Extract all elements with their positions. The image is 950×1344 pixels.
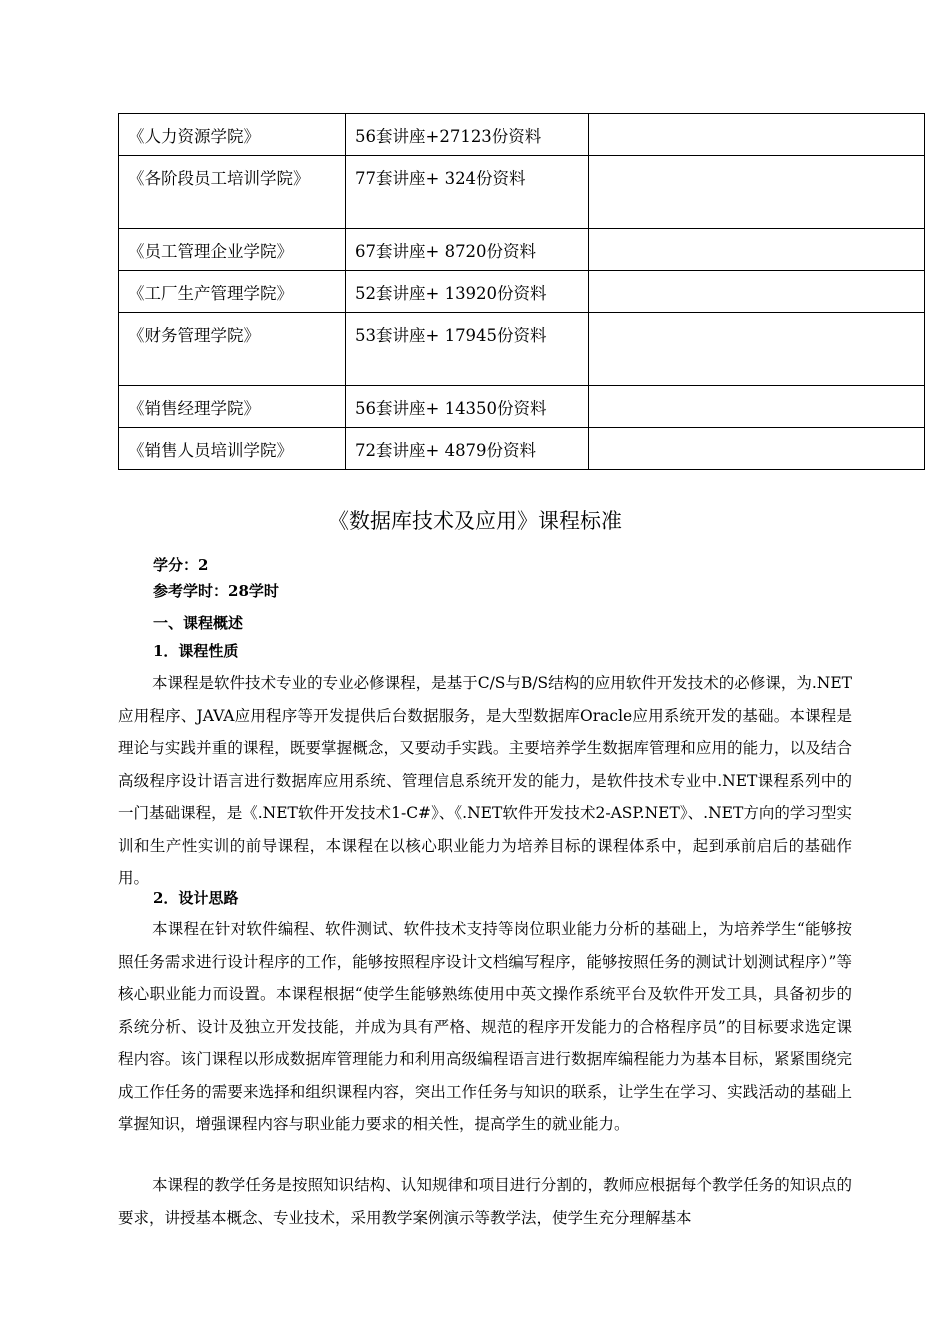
resource-table	[118, 113, 925, 470]
college-cell: 《员工管理企业学院》	[119, 229, 346, 271]
resources-cell: 53套讲座+ 17945份资料	[346, 313, 589, 386]
empty-cell	[589, 313, 925, 386]
empty-cell	[589, 156, 925, 229]
empty-cell	[589, 428, 925, 470]
document-title: 《数据库技术及应用》课程标准	[328, 509, 622, 533]
credits-line: 学分：2	[153, 556, 209, 574]
resources-cell: 56套讲座+27123份资料	[346, 114, 589, 156]
college-cell: 《工厂生产管理学院》	[119, 271, 346, 313]
empty-cell	[589, 386, 925, 428]
resources-cell: 67套讲座+ 8720份资料	[346, 229, 589, 271]
table-row	[119, 386, 925, 428]
hours-line: 参考学时：28学时	[153, 582, 279, 600]
resources-cell: 72套讲座+ 4879份资料	[346, 428, 589, 470]
resources-cell: 56套讲座+ 14350份资料	[346, 386, 589, 428]
table-row	[119, 114, 925, 156]
table-row	[119, 229, 925, 271]
college-cell: 《财务管理学院》	[119, 313, 346, 386]
paragraph-design-idea: 本课程在针对软件编程、软件测试、软件技术支持等岗位职业能力分析的基础上，为培养学生“能够按照任务需求进行设计程序的工作，能够按照程序设计文档编写程序，能够按照任务的测试计划测试程序）”等核心职业能力而设置。本课程根据“使学生能够熟练使用中英文操作系统平台及软件开发工具，具备初步的系统分析、设计及独立开发技能，并成为具有严格、规范的程序开发能力的合格程序员”的目标要求选定课程内容。该门课程以形成数据库管理能力和利用高级编程语言进行数据库编程能力为基本目标，紧紧围绕完成工作任务的需要来选择和组织课程内容，突出工作任务与知识的联系，让学生在学习、实践活动的基础上掌握知识，增强课程内容与职业能力要求的相关性，提高学生的就业能力。	[118, 920, 852, 1133]
college-cell: 《销售人员培训学院》	[119, 428, 346, 470]
table-row	[119, 428, 925, 470]
section-heading: 一、课程概述	[153, 614, 244, 632]
subsection-heading: 1．课程性质	[153, 642, 239, 660]
college-cell: 《销售经理学院》	[119, 386, 346, 428]
subsection-heading: 2．设计思路	[153, 889, 239, 907]
resources-cell: 52套讲座+ 13920份资料	[346, 271, 589, 313]
paragraph-teaching: 本课程的教学任务是按照知识结构、认知规律和项目进行分割的，教师应根据每个教学任务的知识点的要求，讲授基本概念、专业技术，采用教学案例演示等教学法，使学生充分理解基本	[118, 1176, 852, 1227]
table-row	[119, 156, 925, 229]
paragraph-course-nature: 本课程是软件技术专业的专业必修课程，是基于C/S与B/S结构的应用软件开发技术的必修课，为.NET应用程序、JAVA应用程序等开发提供后台数据服务，是大型数据库Oracle应用系统开发的基础。本课程是理论与实践并重的课程，既要掌握概念，又要动手实践。主要培养学生数据库管理和应用的能力，以及结合高级程序设计语言进行数据库应用系统、管理信息系统开发的能力，是软件技术专业中.NET课程系列中的一门基础课程，是《.NET软件开发技术1-C#》、《.NET软件开发技术2-ASP.NET》、.NET方向的学习型实训和生产性实训的前导课程，本课程在以核心职业能力为培养目标的课程体系中，起到承前启后的基础作用。	[118, 674, 852, 887]
empty-cell	[589, 114, 925, 156]
empty-cell	[589, 271, 925, 313]
college-cell: 《各阶段员工培训学院》	[119, 156, 346, 229]
empty-cell	[589, 229, 925, 271]
college-cell: 《人力资源学院》	[119, 114, 346, 156]
table-row	[119, 313, 925, 386]
resources-cell: 77套讲座+ 324份资料	[346, 156, 589, 229]
table-row	[119, 271, 925, 313]
